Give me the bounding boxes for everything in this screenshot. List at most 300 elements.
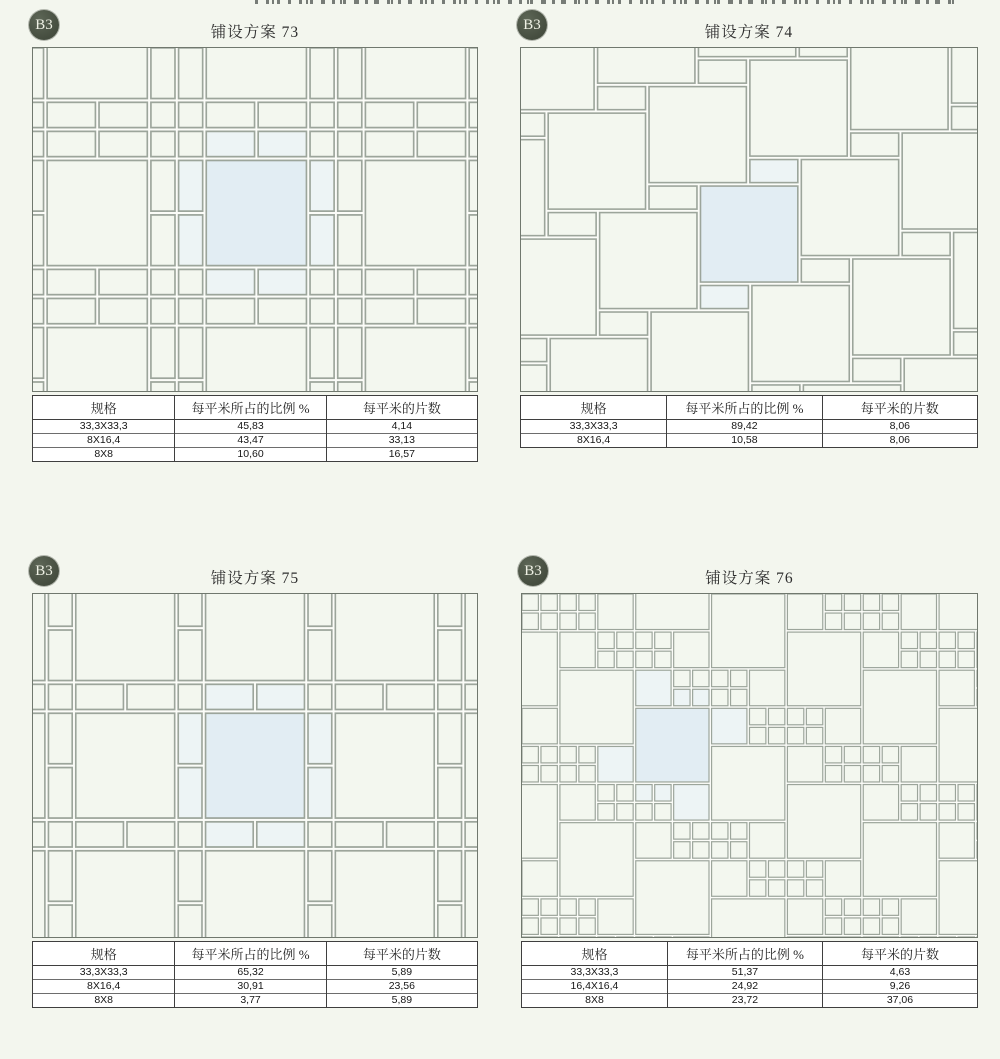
tile-pattern-diagram xyxy=(32,593,478,938)
tile-rect xyxy=(825,613,841,629)
tile-rect xyxy=(825,594,841,610)
spec-table-header: 规格 xyxy=(521,396,667,420)
tile-rect xyxy=(882,899,898,915)
tile-rect xyxy=(469,131,477,156)
tile-rect xyxy=(825,766,841,782)
cropped-text-strip xyxy=(255,0,955,4)
tile-rect xyxy=(310,48,334,99)
tile-rect xyxy=(438,713,462,764)
tile-rect xyxy=(750,708,766,724)
tile-rect xyxy=(750,160,798,183)
tile-rect xyxy=(522,708,557,744)
tile-rect xyxy=(48,768,72,819)
tile-rect xyxy=(33,102,44,127)
tile-rect xyxy=(901,746,936,782)
tile-rect xyxy=(387,684,435,709)
spec-table-row xyxy=(33,966,478,980)
tile-rect xyxy=(178,822,202,847)
tile-rect xyxy=(801,160,898,256)
tile-rect xyxy=(151,382,175,391)
spec-table-header: 每平米的片数 xyxy=(326,396,477,420)
spec-cell: 30,91 xyxy=(175,980,326,994)
tile-rect xyxy=(179,328,203,379)
tile-rect xyxy=(76,713,175,818)
tile-rect xyxy=(179,298,203,323)
tile-rect xyxy=(99,298,147,323)
tile-rect xyxy=(541,746,557,762)
tile-rect xyxy=(853,259,950,355)
spec-cell: 8X8 xyxy=(522,994,668,1008)
tile-rect xyxy=(787,899,822,935)
tile-rect xyxy=(335,594,434,681)
tile-rect xyxy=(700,186,797,282)
spec-table-row xyxy=(522,994,978,1008)
tile-rect xyxy=(655,651,671,667)
tile-rect xyxy=(939,670,974,706)
spec-table-header: 每平米的片数 xyxy=(822,396,977,420)
tile-rect xyxy=(674,842,690,858)
spec-cell: 43,47 xyxy=(175,434,326,448)
tile-rect xyxy=(310,131,334,156)
tile-rect xyxy=(952,107,977,130)
tile-rect xyxy=(693,670,709,686)
tile-rect xyxy=(851,48,948,130)
tile-rect xyxy=(920,804,936,820)
tile-pattern-svg xyxy=(33,48,477,391)
scheme-74-section xyxy=(520,8,978,508)
tile-rect xyxy=(560,670,633,744)
tile-rect xyxy=(258,131,306,156)
tile-rect xyxy=(335,851,434,937)
scheme-title: 铺设方案 76 xyxy=(705,570,794,587)
tile-rect xyxy=(863,670,936,744)
tile-rect xyxy=(655,785,671,801)
tile-rect xyxy=(310,102,334,127)
tile-rect xyxy=(579,899,595,915)
tile-rect xyxy=(863,594,879,610)
tile-rect xyxy=(417,269,465,294)
tile-rect xyxy=(806,861,822,877)
tile-rect xyxy=(939,632,955,648)
tile-rect xyxy=(48,713,72,764)
tile-rect xyxy=(853,358,901,381)
tile-rect xyxy=(598,48,695,83)
tile-rect xyxy=(787,746,822,782)
tile-rect xyxy=(598,87,646,110)
tile-rect xyxy=(901,785,917,801)
tile-rect xyxy=(365,298,413,323)
tile-rect xyxy=(33,298,44,323)
tile-rect xyxy=(178,630,202,681)
tile-rect xyxy=(787,632,860,706)
tile-rect xyxy=(731,842,747,858)
tile-rect xyxy=(825,861,860,897)
spec-table-row xyxy=(522,966,978,980)
tile-rect xyxy=(560,594,576,610)
spec-cell: 8X8 xyxy=(33,448,175,462)
tile-rect xyxy=(844,918,860,934)
tile-rect xyxy=(33,269,44,294)
tile-pattern-svg xyxy=(521,48,977,391)
tile-rect xyxy=(47,160,147,265)
tile-rect xyxy=(438,851,462,902)
tile-rect xyxy=(863,899,879,915)
tile-rect xyxy=(636,804,652,820)
tile-rect xyxy=(674,823,690,839)
tile-rect xyxy=(787,708,803,724)
tile-rect xyxy=(48,594,72,626)
tile-rect xyxy=(417,298,465,323)
tile-rect xyxy=(731,689,747,705)
tile-rect xyxy=(939,651,955,667)
tile-rect xyxy=(939,785,955,801)
spec-cell: 16,4X16,4 xyxy=(522,980,668,994)
tile-pattern-diagram xyxy=(520,47,978,392)
tile-rect xyxy=(752,286,849,382)
tile-rect xyxy=(954,332,977,355)
tile-rect xyxy=(750,670,785,706)
tile-rect xyxy=(882,746,898,762)
tile-rect xyxy=(308,905,332,937)
tile-rect xyxy=(636,823,671,859)
tile-rect xyxy=(179,131,203,156)
spec-table-header: 每平米的片数 xyxy=(822,942,977,966)
tile-rect xyxy=(99,102,147,127)
tile-rect xyxy=(206,298,254,323)
tile-rect xyxy=(863,746,879,762)
spec-table xyxy=(520,395,978,448)
tile-rect xyxy=(674,670,690,686)
scheme-73-section xyxy=(32,8,478,508)
tile-rect xyxy=(693,842,709,858)
tile-rect xyxy=(310,382,334,391)
tile-rect xyxy=(335,684,383,709)
tile-rect xyxy=(206,48,306,99)
spec-cell: 5,89 xyxy=(326,994,477,1008)
tile-rect xyxy=(338,102,362,127)
tile-rect xyxy=(151,298,175,323)
spec-cell: 33,3X33,3 xyxy=(522,966,668,980)
tile-rect xyxy=(206,269,254,294)
tile-rect xyxy=(522,861,557,897)
tile-rect xyxy=(674,785,709,821)
tile-rect xyxy=(206,684,254,709)
tile-rect xyxy=(712,746,785,820)
tile-rect xyxy=(712,594,785,668)
scheme-75-section xyxy=(32,554,478,1054)
scheme-title: 铺设方案 74 xyxy=(704,24,794,41)
scheme-title: 铺设方案 75 xyxy=(210,570,300,587)
tile-rect xyxy=(438,822,462,847)
tile-rect xyxy=(47,48,147,99)
tile-rect xyxy=(825,899,841,915)
tile-rect xyxy=(598,804,614,820)
tile-rect xyxy=(560,746,576,762)
tile-rect xyxy=(882,594,898,610)
tile-rect xyxy=(310,328,334,379)
tile-rect xyxy=(522,746,538,762)
tile-rect xyxy=(712,823,728,839)
tile-rect xyxy=(76,594,175,681)
spec-table-header: 每平米所占的比例 % xyxy=(175,396,326,420)
tile-rect xyxy=(335,713,434,818)
spec-table-header: 每平米所占的比例 % xyxy=(667,942,822,966)
spec-cell: 23,56 xyxy=(326,980,477,994)
spec-cell: 5,89 xyxy=(326,966,477,980)
tile-rect xyxy=(617,651,633,667)
tile-rect xyxy=(76,851,175,937)
spec-table-header: 规格 xyxy=(33,942,175,966)
tile-rect xyxy=(844,766,860,782)
tile-rect xyxy=(469,269,477,294)
tile-rect xyxy=(958,804,974,820)
tile-rect xyxy=(338,160,362,211)
tile-rect xyxy=(541,766,557,782)
tile-rect xyxy=(338,215,362,266)
b3-badge: B3 xyxy=(517,10,547,40)
tile-rect xyxy=(541,899,557,915)
tile-rect xyxy=(310,160,334,211)
spec-cell: 8X8 xyxy=(33,994,175,1008)
tile-rect xyxy=(469,48,477,99)
tile-rect xyxy=(787,727,803,743)
tile-rect xyxy=(179,382,203,391)
tile-rect xyxy=(308,768,332,819)
tile-rect xyxy=(33,382,44,391)
tile-rect xyxy=(47,131,95,156)
tile-rect xyxy=(901,804,917,820)
tile-rect xyxy=(958,651,974,667)
tile-rect xyxy=(901,899,936,935)
tile-rect xyxy=(310,215,334,266)
tile-rect xyxy=(844,613,860,629)
tile-rect xyxy=(844,594,860,610)
tile-rect xyxy=(465,851,477,937)
tile-rect xyxy=(863,632,898,668)
tile-rect xyxy=(752,385,800,391)
tile-rect xyxy=(958,785,974,801)
tile-rect xyxy=(522,766,538,782)
tile-rect xyxy=(308,713,332,764)
tile-rect xyxy=(787,880,803,896)
spec-cell: 65,32 xyxy=(175,966,326,980)
tile-rect xyxy=(844,746,860,762)
tile-rect xyxy=(882,766,898,782)
tile-rect xyxy=(712,708,747,744)
scheme-title: 铺设方案 73 xyxy=(210,24,300,41)
tile-rect xyxy=(469,328,477,379)
spec-cell: 45,83 xyxy=(175,420,326,434)
tile-rect xyxy=(33,160,44,211)
spec-table-row xyxy=(522,980,978,994)
tile-rect xyxy=(76,822,124,847)
tile-rect xyxy=(365,102,413,127)
spec-cell: 8,06 xyxy=(822,434,977,448)
tile-rect xyxy=(806,880,822,896)
tile-rect xyxy=(469,382,477,391)
tile-rect xyxy=(178,851,202,902)
tile-rect xyxy=(522,613,538,629)
spec-cell: 8,06 xyxy=(822,420,977,434)
tile-rect xyxy=(560,632,595,668)
tile-rect xyxy=(598,651,614,667)
tile-rect xyxy=(548,213,596,236)
tile-rect xyxy=(882,613,898,629)
b3-badge: B3 xyxy=(29,556,59,586)
spec-cell: 8X16,4 xyxy=(521,434,667,448)
tile-rect xyxy=(731,670,747,686)
tile-rect xyxy=(598,899,633,935)
tile-rect xyxy=(178,768,202,819)
tile-rect xyxy=(598,785,614,801)
tile-rect xyxy=(308,822,332,847)
tile-rect xyxy=(863,785,898,821)
spec-cell: 8X16,4 xyxy=(33,980,175,994)
tile-pattern-diagram xyxy=(521,593,978,938)
tile-rect xyxy=(151,131,175,156)
tile-rect xyxy=(693,823,709,839)
spec-cell: 89,42 xyxy=(667,420,822,434)
tile-rect xyxy=(598,632,614,648)
tile-pattern-svg xyxy=(33,594,477,937)
tile-rect xyxy=(365,160,465,265)
tile-rect xyxy=(338,269,362,294)
b3-badge: B3 xyxy=(518,556,548,586)
tile-rect xyxy=(338,298,362,323)
tile-rect xyxy=(521,113,545,136)
tile-rect xyxy=(636,708,709,782)
tile-rect xyxy=(560,823,633,897)
tile-rect xyxy=(920,651,936,667)
tile-rect xyxy=(206,131,254,156)
tile-rect xyxy=(649,186,697,209)
scheme-76-section xyxy=(521,554,978,1054)
tile-rect xyxy=(178,684,202,709)
tile-rect xyxy=(579,766,595,782)
tile-rect xyxy=(465,684,477,709)
tile-rect xyxy=(712,861,747,897)
tile-rect xyxy=(179,215,203,266)
tile-rect xyxy=(178,713,202,764)
tile-rect xyxy=(48,851,72,902)
tile-rect xyxy=(338,48,362,99)
tile-rect xyxy=(521,140,545,236)
tile-rect xyxy=(750,727,766,743)
tile-rect xyxy=(206,851,305,937)
tile-rect xyxy=(310,269,334,294)
tile-rect xyxy=(920,785,936,801)
tile-rect xyxy=(438,768,462,819)
tile-rect xyxy=(387,822,435,847)
tile-rect xyxy=(417,102,465,127)
tile-rect xyxy=(550,339,647,391)
tile-rect xyxy=(99,131,147,156)
tile-rect xyxy=(33,684,45,709)
tile-pattern-diagram xyxy=(32,47,478,392)
tile-rect xyxy=(33,328,44,379)
tile-rect xyxy=(750,823,785,859)
spec-table-row xyxy=(33,994,478,1008)
spec-cell: 33,3X33,3 xyxy=(33,420,175,434)
tile-rect xyxy=(438,684,462,709)
spec-cell: 4,14 xyxy=(326,420,477,434)
tile-rect xyxy=(338,328,362,379)
tile-rect xyxy=(178,594,202,626)
spec-cell: 51,37 xyxy=(667,966,822,980)
b3-badge: B3 xyxy=(29,10,59,40)
spec-table-row xyxy=(33,448,478,462)
tile-rect xyxy=(257,822,305,847)
tile-rect xyxy=(33,48,44,99)
tile-rect xyxy=(939,804,955,820)
tile-rect xyxy=(768,880,784,896)
tile-rect xyxy=(787,861,803,877)
tile-rect xyxy=(541,918,557,934)
tile-rect xyxy=(522,899,538,915)
tile-rect xyxy=(939,861,977,935)
tile-rect xyxy=(617,632,633,648)
spec-table xyxy=(32,395,478,462)
tile-rect xyxy=(674,632,709,668)
tile-rect xyxy=(636,785,652,801)
tile-rect xyxy=(47,328,147,391)
tile-rect xyxy=(151,160,175,211)
tile-rect xyxy=(417,131,465,156)
tile-rect xyxy=(636,632,652,648)
tile-rect xyxy=(863,918,879,934)
tile-rect xyxy=(863,613,879,629)
tile-rect xyxy=(33,713,45,818)
spec-cell: 4,63 xyxy=(822,966,977,980)
tile-rect xyxy=(521,239,596,335)
spec-table-header: 规格 xyxy=(522,942,668,966)
tile-rect xyxy=(469,215,477,266)
spec-cell: 33,3X33,3 xyxy=(521,420,667,434)
tile-rect xyxy=(655,804,671,820)
tile-rect xyxy=(636,651,652,667)
tile-rect xyxy=(48,630,72,681)
tile-rect xyxy=(465,822,477,847)
tile-rect xyxy=(598,594,633,630)
tile-rect xyxy=(151,269,175,294)
spec-cell: 9,26 xyxy=(822,980,977,994)
tile-rect xyxy=(365,131,413,156)
spec-table-row xyxy=(33,434,478,448)
tile-rect xyxy=(335,822,383,847)
tile-rect xyxy=(939,708,977,782)
tile-rect xyxy=(206,102,254,127)
spec-table-row xyxy=(521,420,978,434)
tile-rect xyxy=(151,328,175,379)
tile-rect xyxy=(206,822,254,847)
tile-rect xyxy=(33,594,45,681)
tile-rect xyxy=(806,708,822,724)
tile-rect xyxy=(522,918,538,934)
tile-rect xyxy=(851,133,899,156)
tile-rect xyxy=(33,215,44,266)
tile-rect xyxy=(801,259,849,282)
tile-rect xyxy=(541,613,557,629)
tile-rect xyxy=(698,60,746,83)
tile-rect xyxy=(750,60,847,156)
tile-rect xyxy=(258,102,306,127)
tile-rect xyxy=(469,102,477,127)
tile-rect xyxy=(99,269,147,294)
spec-table-header: 规格 xyxy=(33,396,175,420)
tile-rect xyxy=(617,804,633,820)
tile-rect xyxy=(560,785,595,821)
tile-rect xyxy=(48,822,72,847)
